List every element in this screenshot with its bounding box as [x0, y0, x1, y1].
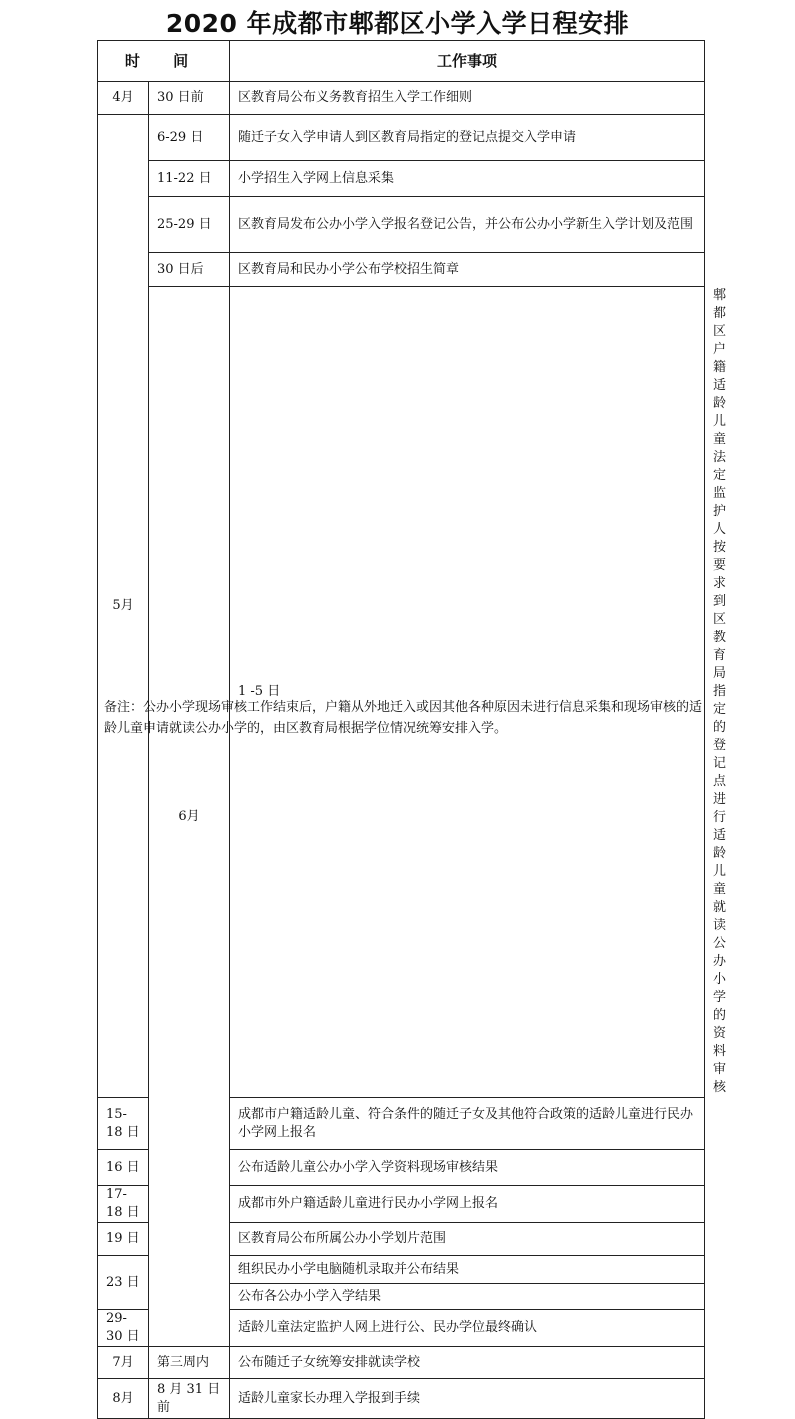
month-cell: 6月 [149, 287, 230, 1347]
date-cell: 29-30 日 [98, 1310, 149, 1347]
date-cell: 17-18 日 [98, 1186, 149, 1223]
date-cell: 1 -5 日 [230, 287, 705, 1098]
task-cell: 小学招生入学网上信息采集 [230, 161, 705, 197]
date-cell: 30 日后 [149, 253, 230, 287]
work-column-header: 工作事项 [230, 41, 705, 82]
table-row [98, 161, 705, 197]
table-row [98, 1347, 705, 1379]
date-cell: 8 月 31 日前 [149, 1379, 230, 1419]
date-cell: 6-29 日 [149, 115, 230, 161]
table-row [98, 1379, 705, 1419]
footnote: 备注：公办小学现场审核工作结束后，户籍从外地迁入或因其他各种原因未进行信息采集和现场审核的适龄儿童申请就读公办小学的，由区教育局根据学位情况统筹安排入学。 [104, 700, 703, 736]
task-cell: 成都市户籍适龄儿童、符合条件的随迁子女及其他符合政策的适龄儿童进行民办小学网上报名 [230, 1098, 705, 1150]
date-cell: 19 日 [98, 1223, 149, 1256]
task-cell: 区教育局公布义务教育招生入学工作细则 [230, 82, 705, 115]
task-cell: 适龄儿童法定监护人网上进行公、民办学位最终确认 [230, 1310, 705, 1347]
date-cell: 15-18 日 [98, 1098, 149, 1150]
date-cell: 23 日 [98, 1256, 149, 1310]
task-cell: 区教育局公布所属公办小学划片范围 [230, 1223, 705, 1256]
table-row [98, 197, 705, 253]
task-cell: 区教育局发布公办小学入学报名登记公告，并公布公办小学新生入学计划及范围 [230, 197, 705, 253]
task-cell: 公布随迁子女统筹安排就读学校 [230, 1347, 705, 1379]
table-row [98, 115, 705, 161]
month-cell: 7月 [98, 1347, 149, 1379]
month-cell: 4月 [98, 82, 149, 115]
time-column-header: 时 间 [98, 41, 230, 82]
task-cell: 适龄儿童家长办理入学报到手续 [230, 1379, 705, 1419]
date-cell: 25-29 日 [149, 197, 230, 253]
page-title: 2020 年成都市郫都区小学入学日程安排 [165, 9, 630, 38]
task-cell: 公布适龄儿童公办小学入学资料现场审核结果 [230, 1150, 705, 1186]
task-cell: 成都市外户籍适龄儿童进行民办小学网上报名 [230, 1186, 705, 1223]
month-cell: 5月 [98, 115, 149, 1098]
date-cell: 30 日前 [149, 82, 230, 115]
date-cell: 11-22 日 [149, 161, 230, 197]
task-cell: 公布各公办小学入学结果 [230, 1284, 705, 1310]
table-row [98, 82, 705, 115]
task-cell: 随迁子女入学申请人到区教育局指定的登记点提交入学申请 [230, 115, 705, 161]
task-cell: 组织民办小学电脑随机录取并公布结果 [230, 1256, 705, 1284]
task-cell: 区教育局和民办小学公布学校招生简章 [230, 253, 705, 287]
date-cell: 第三周内 [149, 1347, 230, 1379]
month-cell: 8月 [98, 1379, 149, 1419]
table-row [98, 253, 705, 287]
date-cell: 16 日 [98, 1150, 149, 1186]
table-row: 6月 1 -5 日 郫都区户籍适龄儿童法定监护人按要求到区教育局指定的登记点进行适龄儿童就读公办小学的资料审核 [98, 287, 705, 1098]
table-header-row [98, 41, 705, 82]
